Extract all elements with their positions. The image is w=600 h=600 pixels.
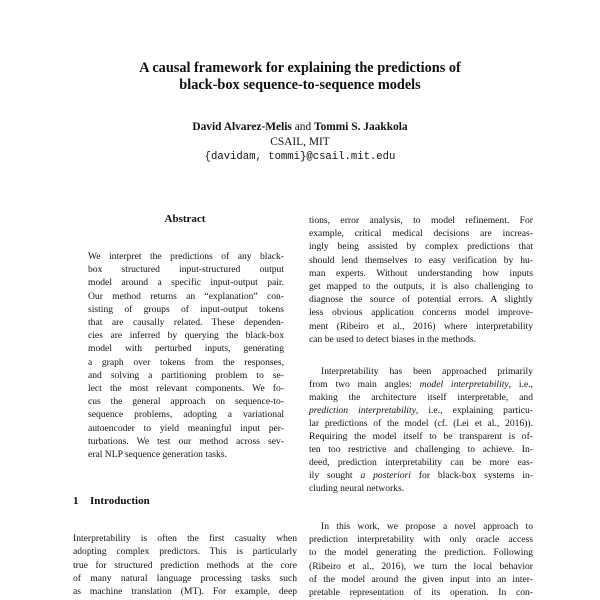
text-line: of many natural language processing tasks such [73,572,297,584]
text-line: ment (Ribeiro et al., 2016) where interpretability [309,320,533,332]
text-line: sequence problems, adopting a variational [88,409,284,421]
text-line: cus the general approach on sequence-to- [88,396,284,408]
title-line-2: black-box sequence-to-sequence models [179,77,421,93]
author-names [60,120,540,135]
section-heading-introduction [73,494,150,508]
text-line: Our method returns an “explanation” con- [88,290,284,302]
text-line: a graph over tokens from the responses, [88,356,284,368]
text-line: prediction interpretability with only oracle access [309,534,533,546]
text-line: cluding neural networks. [309,483,405,494]
text-line: to the model generating the prediction. Following [309,547,533,559]
author-email: {davidam, tommi}@csail.mit.edu [204,151,396,163]
title-line-1: A causal framework for explaining the predictions of [139,60,461,76]
text-line: Requiring the model itself to be transparent is of- [309,431,533,442]
paper-title [60,60,540,94]
text-line: lect the most relevant components. We fo- [88,383,284,394]
term-a-posteriori: a posteriori [360,470,411,481]
text-line: tions, error analysis, to model refinement. For [309,215,533,226]
text-line: deed, prediction interpretability can be more eas- [309,457,533,468]
text-line: lar predictions of the model (cf. (Lei et al., 2016)). [309,418,533,429]
text-line: (Ribeiro et al., 2016), we turn the local behavior [309,560,533,572]
text-line: pretable representation of its operation. In con- [309,587,533,598]
text-line: model around a specific input-output pair. [88,277,284,289]
text-line: prediction interpretability, i.e., explaining particu- [309,405,533,416]
text-line: and solving a partitioning problem to se- [88,369,284,381]
text-line: In this work, we propose a novel approach to [321,521,533,532]
text-line: true for structured prediction methods at the core [73,559,297,571]
term-model-interpretability: model interpretability [419,379,509,390]
text-line: less obvious application concerns model improve- [309,307,533,319]
affiliation: CSAIL, MIT [270,136,330,148]
text-line: diagnose the source of potential errors. A slightly [309,294,533,306]
text-line: should lend themselves to easy verification by hu- [309,254,533,266]
author-2: Tommi S. Jaakkola [314,121,408,133]
text-line: eral NLP sequence generation tasks. [88,449,227,460]
text-line: of the model around the given input into an inter- [309,573,533,585]
text-line: as machine translation (MT). For example, deep [73,586,297,598]
section-number: 1 [73,495,79,507]
author-1: David Alvarez-Melis [192,121,292,133]
text-line: We interpret the predictions of any black- [88,251,284,262]
text-line: ten too restrictive and challenging to achieve. In- [309,444,533,455]
text-line: making the architecture itself interpretable, and [309,392,533,403]
text-line: from two main angles: model interpretability, i.e., [309,379,534,390]
text-line: example, critical medical decisions are increas- [309,228,533,240]
text-line: ily sought a posteriori for black-box systems in- [309,470,534,481]
text-line: model with perturbed inputs, generating [88,343,284,355]
text-line: box structured input-structured output [88,264,284,276]
text-line: ingly being assisted by complex predictions that [309,241,533,253]
text-line: sisting of groups of input-output tokens [88,303,284,315]
text-line: that are causally related. These dependen- [88,317,284,328]
text-line: get mapped to the outputs, it is also challenging to [309,281,533,292]
author-block [60,120,540,165]
term-prediction-interpretability: prediction interpretability [309,405,416,416]
text-line: adopting complex predictors. This is particularly [73,546,297,558]
abstract-heading: Abstract [164,213,206,225]
text-line: man experts. Without understanding how inputs [309,267,533,279]
text-line: cies are inferred by querying the black-box [88,330,284,342]
text-line: can be used to detect biases in the methods. [309,333,477,345]
text-line: Interpretability has been approached primarily [321,366,533,377]
text-line: turbations. We test our method across sev- [88,435,284,447]
text-line: Interpretability is often the first casualty when [73,533,297,544]
author-and: and [294,121,312,133]
section-title: Introduction [90,495,150,507]
text-line: autoencoder to yield meaningful input per- [88,422,284,434]
